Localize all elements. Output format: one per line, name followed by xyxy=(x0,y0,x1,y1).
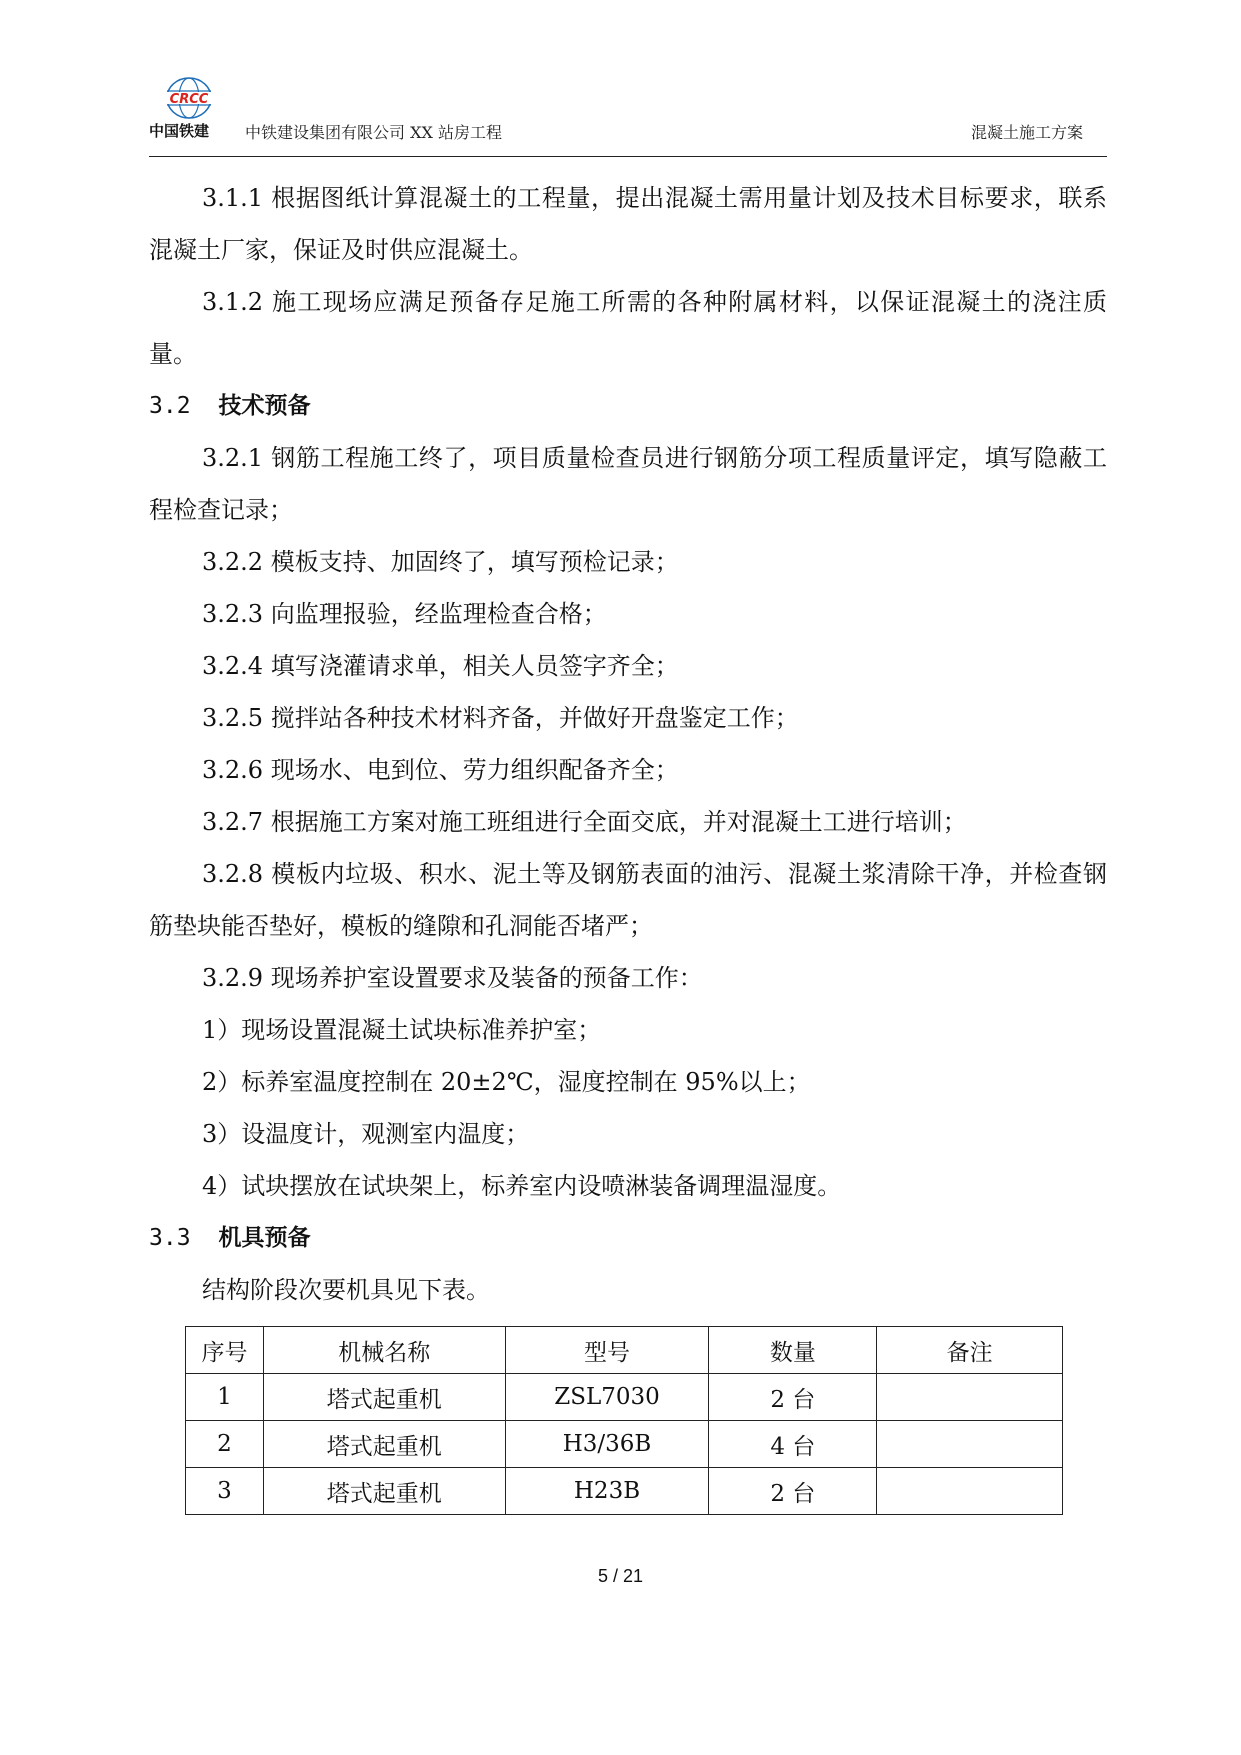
list-item: 1）现场设置混凝土试块标准养护室； xyxy=(202,1016,602,1044)
org-name: 中铁建设集团有限公司 XX 站房工程 xyxy=(245,123,502,142)
table-row xyxy=(186,1421,1063,1468)
table-cell: 2 台 xyxy=(709,1374,877,1421)
paragraph-3-2-1: 3.2.1 钢筋工程施工终了，项目质量检查员进行钢筋分项工程质量评定，填写隐蔽工程检查记录； xyxy=(149,444,1107,524)
table-cell: ZSL7030 xyxy=(505,1374,709,1421)
table-cell: 塔式起重机 xyxy=(263,1374,505,1421)
table-cell: 4 台 xyxy=(709,1421,877,1468)
page-header xyxy=(149,76,1107,157)
table-cell: 塔式起重机 xyxy=(263,1468,505,1515)
section-heading-3-3 xyxy=(149,1212,1107,1264)
machinery-table xyxy=(185,1326,1063,1515)
paragraph-3-2-7: 3.2.7 根据施工方案对施工班组进行全面交底，并对混凝土工进行培训； xyxy=(202,808,967,836)
doc-title: 混凝土施工方案 xyxy=(970,123,1083,142)
table-row xyxy=(186,1468,1063,1515)
table-header-cell: 备注 xyxy=(877,1327,1063,1374)
crcc-logo-icon xyxy=(159,76,219,126)
paragraph-3-2-6: 3.2.6 现场水、电到位、劳力组织配备齐全； xyxy=(202,756,679,784)
table-cell xyxy=(877,1421,1063,1468)
section-title: 机具预备 xyxy=(218,1225,311,1251)
logo-mark: CRCC xyxy=(169,92,209,107)
table-cell: 塔式起重机 xyxy=(263,1421,505,1468)
table-header-cell: 机械名称 xyxy=(263,1327,505,1374)
paragraph-3-2-2: 3.2.2 模板支持、加固终了，填写预检记录； xyxy=(202,548,679,576)
section-number: 3.3 xyxy=(149,1225,191,1251)
table-row xyxy=(186,1374,1063,1421)
paragraph-3-1-2: 3.1.2 施工现场应满足预备存足施工所需的各种附属材料，以保证混凝土的浇注质量。 xyxy=(149,288,1107,368)
table-cell: H23B xyxy=(505,1468,709,1515)
table-cell xyxy=(877,1468,1063,1515)
section-heading-3-2 xyxy=(149,380,1107,432)
table-header-cell: 型号 xyxy=(505,1327,709,1374)
table-cell: 2 台 xyxy=(709,1468,877,1515)
table-header-cell: 数量 xyxy=(709,1327,877,1374)
paragraph-3-2-8: 3.2.8 模板内垃圾、积水、泥土等及钢筋表面的油污、混凝土浆清除干净，并检查钢筋垫块能否垫好，模板的缝隙和孔洞能否堵严； xyxy=(149,860,1107,940)
section-title: 技术预备 xyxy=(218,393,311,419)
table-cell: 3 xyxy=(186,1468,264,1515)
paragraph-3-2-3: 3.2.3 向监理报验，经监理检查合格； xyxy=(202,600,607,628)
table-cell: 2 xyxy=(186,1421,264,1468)
table-header-row xyxy=(186,1327,1063,1374)
list-item: 4）试块摆放在试块架上，标养室内设喷淋装备调理温湿度。 xyxy=(202,1172,842,1200)
paragraph-3-2-4: 3.2.4 填写浇灌请求单，相关人员签字齐全； xyxy=(202,652,679,680)
table-cell: 1 xyxy=(186,1374,264,1421)
paragraph-3-2-9: 3.2.9 现场养护室设置要求及装备的预备工作： xyxy=(202,964,703,992)
table-header-cell: 序号 xyxy=(186,1327,264,1374)
paragraph-3-1-1: 3.1.1 根据图纸计算混凝土的工程量，提出混凝土需用量计划及技术目标要求，联系混凝土厂家，保证及时供应混凝土。 xyxy=(149,184,1107,264)
paragraph-3-3: 结构阶段次要机具见下表。 xyxy=(202,1276,490,1304)
logo-text: 中国铁建 xyxy=(149,122,210,140)
table-cell xyxy=(877,1374,1063,1421)
list-item: 3）设温度计，观测室内温度； xyxy=(202,1120,530,1148)
section-number: 3.2 xyxy=(149,393,191,419)
document-body xyxy=(149,172,1107,1316)
list-item: 2）标养室温度控制在 20±2℃，湿度控制在 95%以上； xyxy=(202,1068,811,1096)
paragraph-3-2-5: 3.2.5 搅拌站各种技术材料齐备，并做好开盘鉴定工作； xyxy=(202,704,799,732)
page-number: 5 / 21 xyxy=(597,1566,644,1586)
table-cell: H3/36B xyxy=(505,1421,709,1468)
